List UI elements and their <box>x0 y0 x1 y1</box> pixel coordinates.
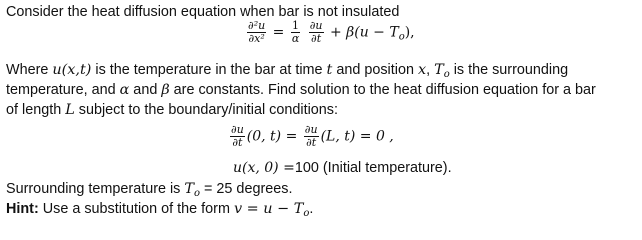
where1-math-t: t <box>326 62 333 78</box>
rhs-fraction-2-numerator: ∂u <box>309 19 323 32</box>
surrounding-line <box>6 180 292 198</box>
hint-label: Hint: <box>6 201 39 217</box>
surrounding-math-T-sub: o <box>194 188 201 199</box>
pde-equation <box>245 20 415 45</box>
where1-text-a: Where <box>6 62 53 78</box>
lhs-numerator: ∂²u <box>248 19 266 32</box>
hint-line <box>6 200 313 218</box>
where3-text-a: of length <box>6 102 66 118</box>
where2-text-b: and <box>129 82 162 98</box>
hint-math: v = u − T <box>233 201 304 217</box>
where1-text-e: is the surrounding <box>449 62 569 78</box>
bc-fraction-1 <box>230 124 245 149</box>
bc-fraction-2 <box>304 124 319 149</box>
where1-text-c: and position <box>332 62 418 78</box>
boundary-conditions <box>228 124 394 149</box>
surrounding-text-a: Surrounding temperature is <box>6 181 185 197</box>
pde-tail-sub: o <box>398 31 405 43</box>
lhs-fraction <box>247 20 266 45</box>
hint-text-b: . <box>309 201 314 217</box>
bc-arg-2: (L, t) = 0 , <box>320 128 394 145</box>
where2-math-beta: β <box>161 82 170 98</box>
rhs-fraction-2 <box>309 20 324 45</box>
where1-math-T: T <box>434 62 444 78</box>
pde-equals: = <box>272 24 285 41</box>
initial-condition <box>233 160 452 176</box>
bc-fraction-1-numerator: ∂u <box>231 123 244 136</box>
where1-text-b: is the temperature in the bar at time <box>91 62 327 78</box>
bc-fraction-2-denominator: ∂t <box>306 136 317 149</box>
rhs-fraction-1-numerator: 1 <box>292 19 300 32</box>
hint-text-a: Use a substitution of the form <box>38 201 234 217</box>
rhs-fraction-1-denominator: α <box>291 32 300 45</box>
ic-math: u(x, 0) = <box>233 160 295 176</box>
bc-arg-1: (0, t) = <box>246 128 298 145</box>
where1-math-u: u(x,t) <box>52 62 92 78</box>
bc-fraction-2-numerator: ∂u <box>304 123 318 136</box>
where-line-1 <box>6 61 568 79</box>
pde-tail: + β(u − T <box>329 24 399 41</box>
where1-math-T-sub: o <box>443 69 450 80</box>
hint-math-sub: o <box>303 208 310 219</box>
where-line-2 <box>6 81 596 99</box>
rhs-fraction-1 <box>291 20 300 45</box>
where3-math-L: L <box>65 102 75 118</box>
pde-tail-end: ), <box>404 24 415 41</box>
where2-math-alpha: α <box>119 82 130 98</box>
where2-text-c: are constants. Find solution to the heat diffusion equation for a bar <box>169 82 596 98</box>
bc-fraction-1-denominator: ∂t <box>232 136 243 149</box>
where1-text-d: , <box>426 62 435 78</box>
intro-text: Consider the heat diffusion equation when bar is not insulated <box>6 4 400 20</box>
where2-text-a: temperature, and <box>6 82 120 98</box>
intro-line <box>6 3 399 21</box>
lhs-denominator: ∂x² <box>248 32 265 45</box>
surrounding-math-T: T <box>184 181 194 197</box>
where3-text-b: subject to the boundary/initial conditions: <box>74 102 338 118</box>
rhs-fraction-2-denominator: ∂t <box>311 32 322 45</box>
where1-math-x: x <box>417 62 427 78</box>
where-line-3 <box>6 101 338 119</box>
ic-text: 100 (Initial temperature). <box>294 160 452 176</box>
surrounding-text-b: = 25 degrees. <box>200 181 293 197</box>
